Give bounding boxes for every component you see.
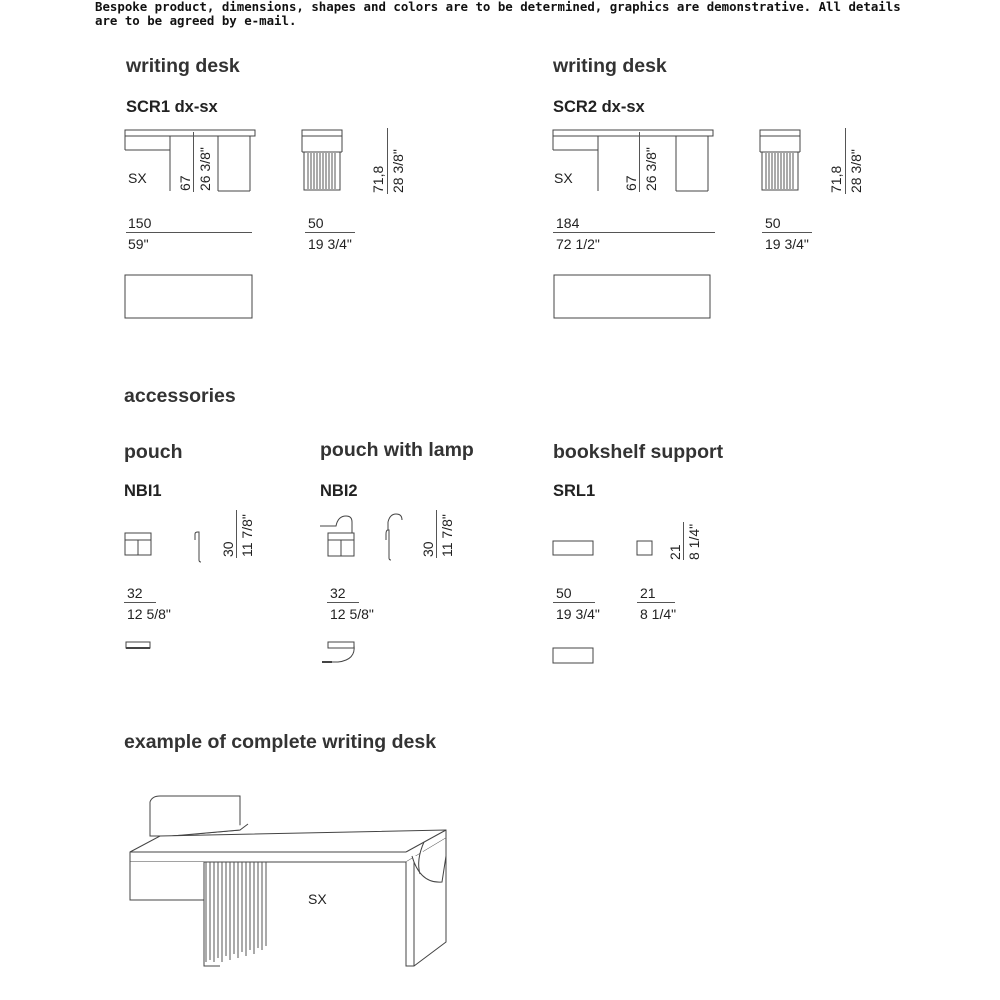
nbi2-side-view [378, 510, 408, 564]
nbi2-front-view [318, 510, 368, 562]
scr2-title: writing desk [553, 55, 667, 77]
scr2-width-cm: 184 [556, 215, 580, 231]
disclaimer-text: Bespoke product, dimensions, shapes and colors are to be determined, graphics are demonstrative. All details are to be agreed by e-mail. [95, 0, 901, 28]
example-title: example of complete writing desk [124, 731, 437, 753]
nbi2-height-in: 11 7/8" [439, 514, 455, 557]
srl1-front-view [548, 536, 600, 560]
nbi2-title: pouch with lamp [320, 439, 474, 461]
scr1-depth-rule [305, 232, 355, 233]
scr1-height-cm: 67 [177, 175, 193, 191]
srl1-depth-rule [637, 602, 675, 603]
nbi2-top-view [318, 636, 362, 666]
scr2-width-in: 72 1/2" [556, 236, 600, 252]
example-side-label: SX [308, 891, 327, 907]
scr2-width-rule [553, 232, 715, 233]
scr1-side-view [298, 126, 348, 196]
scr2-height-in: 26 3/8" [643, 147, 659, 191]
scr1-width-in: 59" [128, 236, 149, 252]
scr1-height-rule [193, 132, 194, 192]
scr2-total-height-rule [845, 128, 846, 194]
srl1-width-rule [553, 602, 595, 603]
nbi1-side-view [190, 530, 210, 564]
scr2-height-rule [639, 132, 640, 192]
scr1-height-in: 26 3/8" [197, 147, 213, 191]
scr2-total-height-in: 28 3/8" [848, 149, 864, 193]
accessories-heading: accessories [124, 385, 236, 407]
scr2-top-view [548, 270, 718, 322]
scr1-depth-cm: 50 [308, 215, 324, 231]
scr2-height-cm: 67 [623, 175, 639, 191]
scr2-code: SCR2 dx-sx [553, 98, 645, 116]
srl1-height-in: 8 1/4" [686, 523, 702, 560]
srl1-depth-cm: 21 [640, 585, 656, 601]
scr1-total-height-in: 28 3/8" [390, 149, 406, 193]
srl1-width-cm: 50 [556, 585, 572, 601]
scr2-depth-rule [762, 232, 812, 233]
scr1-total-height-rule [387, 128, 388, 194]
nbi1-top-view [120, 638, 160, 654]
scr1-total-height-cm: 71,8 [370, 165, 386, 193]
scr2-side-view [756, 126, 806, 196]
scr1-width-cm: 150 [128, 215, 152, 231]
nbi1-height-rule [236, 510, 237, 558]
nbi2-width-rule [327, 602, 359, 603]
nbi2-height-rule [436, 510, 437, 558]
nbi2-width-cm: 32 [330, 585, 346, 601]
scr1-depth-in: 19 3/4" [308, 236, 352, 252]
scr2-depth-in: 19 3/4" [765, 236, 809, 252]
scr1-code: SCR1 dx-sx [126, 98, 218, 116]
srl1-title: bookshelf support [553, 441, 724, 463]
scr1-width-rule [126, 232, 252, 233]
srl1-code: SRL1 [553, 482, 596, 500]
nbi1-width-in: 12 5/8" [127, 606, 171, 622]
nbi2-width-in: 12 5/8" [330, 606, 374, 622]
srl1-height-cm: 21 [667, 544, 683, 560]
nbi1-title: pouch [124, 441, 183, 463]
srl1-height-rule [683, 522, 684, 560]
nbi1-code: NBI1 [124, 482, 162, 500]
nbi1-height-cm: 30 [220, 541, 236, 557]
nbi1-front-view [120, 530, 160, 560]
scr2-total-height-cm: 71,8 [828, 165, 844, 193]
example-desk-illustration [120, 790, 460, 970]
srl1-side-view [632, 536, 658, 560]
nbi1-width-rule [124, 602, 156, 603]
nbi2-code: NBI2 [320, 482, 358, 500]
nbi2-height-cm: 30 [420, 541, 436, 557]
scr1-side-label: SX [128, 170, 147, 186]
srl1-depth-in: 8 1/4" [640, 606, 677, 622]
nbi1-width-cm: 32 [127, 585, 143, 601]
srl1-top-view [548, 642, 600, 668]
scr2-depth-cm: 50 [765, 215, 781, 231]
srl1-width-in: 19 3/4" [556, 606, 600, 622]
scr1-title: writing desk [126, 55, 240, 77]
scr1-top-view [120, 270, 260, 322]
nbi1-height-in: 11 7/8" [239, 514, 255, 557]
scr2-side-label: SX [554, 170, 573, 186]
